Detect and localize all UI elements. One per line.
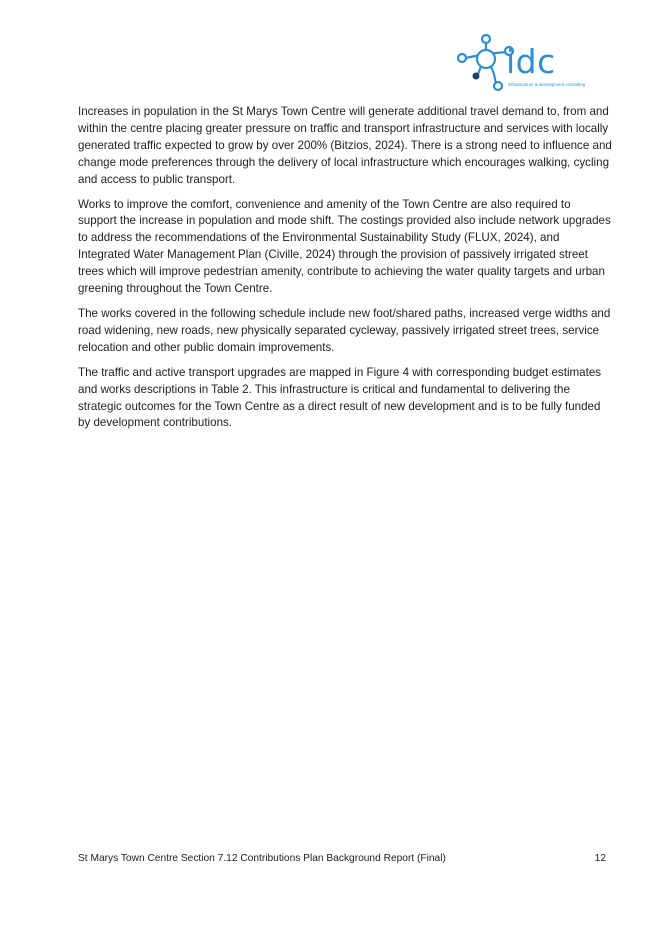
page-number: 12 bbox=[594, 853, 606, 864]
paragraph-amenity-works: Works to improve the comfort, convenience and amenity of the Town Centre are also required to support the increase in population and mode shift. The costings provided also include network upgrades to address the recommendations of the Environmental Sustainability Study (FLUX, 2024), and Integrated Water Management Plan (Civille, 2024) through the provision of passively irrigated street trees which will improve pedestrian amenity, contribute to achieving the water quality targets and urban greening throughout the Town Centre. bbox=[78, 197, 611, 296]
logo-tagline: infrastructure & development consulting bbox=[508, 82, 586, 87]
footer-title: St Marys Town Centre Section 7.12 Contributions Plan Background Report (Final) bbox=[78, 853, 446, 864]
body-text bbox=[78, 104, 612, 440]
idc-logo bbox=[456, 30, 586, 96]
paragraph-works-schedule: The works covered in the following schedule include new foot/shared paths, increased verge widths and road widening, new roads, new physically separated cycleway, passively irrigated street trees, service relocation and other public domain improvements. bbox=[78, 306, 611, 354]
paragraph-travel-demand: Increases in population in the St Marys Town Centre will generate additional travel demand to, from and within the centre placing greater pressure on traffic and transport infrastructure and services with locally generated traffic expected to grow by over 200% (Bitzios, 2024). There is a strong need to influence and change mode preferences through the delivery of local infrastructure which encourages walking, cycling and access to public transport. bbox=[78, 105, 612, 186]
paragraph-transport-upgrades: The traffic and active transport upgrades are mapped in Figure 4 with corresponding budget estimates and works descriptions in Table 2. This infrastructure is critical and fundamental to delivering the strategic outcomes for the Town Centre as a direct result of new development and is to be fully funded by development contributions. bbox=[78, 365, 602, 430]
logo-wordmark: idc bbox=[506, 42, 556, 81]
